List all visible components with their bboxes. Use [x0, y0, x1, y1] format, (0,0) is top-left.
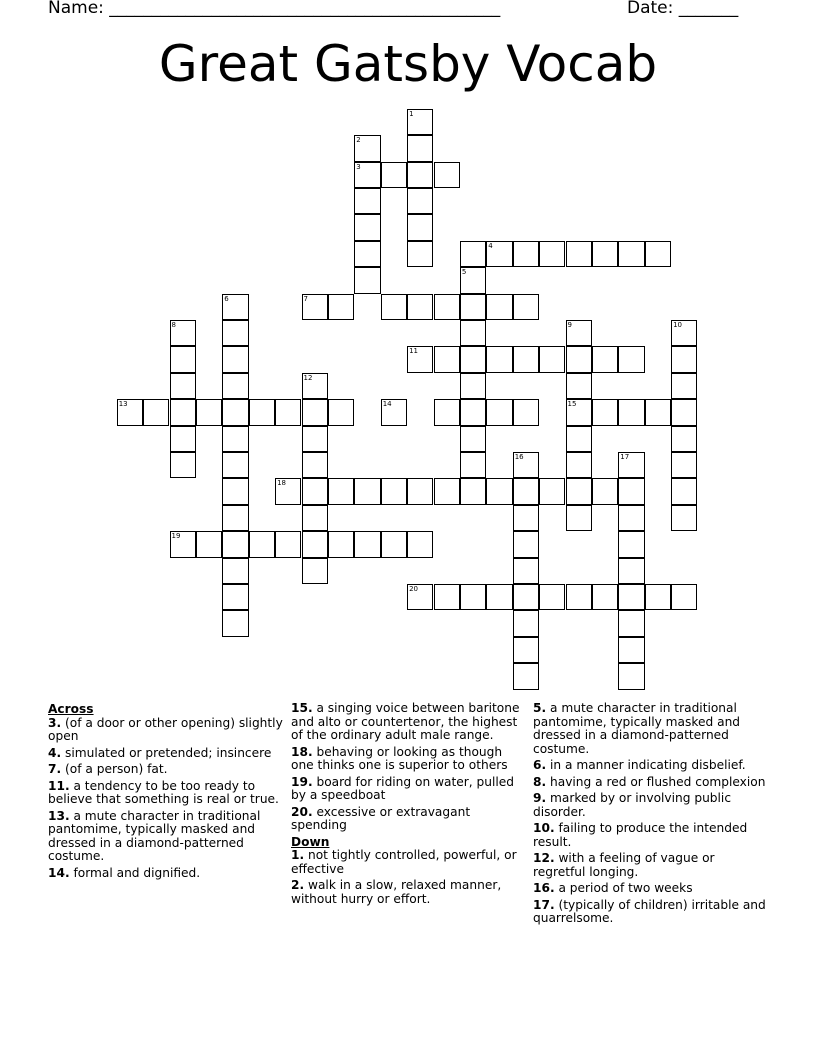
grid-cell[interactable]: [170, 452, 196, 478]
grid-cell[interactable]: [539, 584, 565, 610]
clue-item-text: marked by or involving public disorder.: [533, 791, 732, 819]
grid-cell[interactable]: [222, 346, 248, 372]
grid-cell[interactable]: [407, 531, 433, 557]
clue-number: 2: [356, 136, 361, 145]
clue-item-text: board for riding on water, pulled by a speedboat: [291, 774, 515, 802]
grid-cell[interactable]: [513, 637, 539, 663]
grid-cell[interactable]: [566, 478, 592, 504]
clue-item: [48, 763, 284, 777]
grid-cell[interactable]: [222, 584, 248, 610]
grid-cell[interactable]: [222, 505, 248, 531]
grid-cell[interactable]: [513, 399, 539, 425]
grid-cell[interactable]: [222, 320, 248, 346]
grid-cell[interactable]: [566, 241, 592, 267]
clue-item: [48, 747, 284, 761]
grid-cell[interactable]: [460, 373, 486, 399]
clue-item-number: 6.: [533, 758, 547, 772]
grid-cell[interactable]: [513, 663, 539, 689]
clue-number: 9: [567, 321, 572, 329]
grid-cell[interactable]: [302, 399, 328, 425]
grid-cell[interactable]: [592, 399, 618, 425]
grid-cell[interactable]: [592, 584, 618, 610]
date-label: Date:: [627, 0, 674, 18]
clue-item-text: excessive or extravagant spending: [291, 804, 471, 832]
grid-cell[interactable]: [460, 452, 486, 478]
grid-cell[interactable]: [222, 558, 248, 584]
grid-cell[interactable]: [618, 346, 644, 372]
grid-cell[interactable]: [460, 478, 486, 504]
clue-number: 7: [303, 294, 308, 303]
grid-cell[interactable]: [407, 188, 433, 214]
grid-cell[interactable]: [539, 241, 565, 267]
grid-cell[interactable]: [618, 663, 644, 689]
grid-cell[interactable]: [249, 531, 275, 557]
clue-item-number: 10.: [533, 821, 555, 835]
grid-cell[interactable]: [170, 346, 196, 372]
clue-item-number: 11.: [48, 778, 70, 793]
clue-item-number: 20.: [291, 804, 313, 819]
grid-cell[interactable]: [434, 346, 460, 372]
grid-cell[interactable]: [645, 584, 671, 610]
clue-number: 8: [171, 321, 176, 329]
across-clue-list: [48, 717, 284, 881]
grid-cell[interactable]: [618, 584, 644, 610]
grid-cell[interactable]: [618, 531, 644, 557]
clue-item: [533, 792, 769, 819]
clue-number: 20: [409, 585, 419, 593]
clue-item: [533, 899, 769, 926]
across-heading: Across: [48, 702, 94, 716]
clue-item-number: 7.: [48, 762, 62, 776]
grid-cell[interactable]: [407, 478, 433, 504]
grid-cell[interactable]: [302, 478, 328, 504]
clue-item-text: a mute character in traditional pantomime, typically masked and dressed in a diamond-patterned costume.: [533, 701, 741, 756]
grid-cell[interactable]: [434, 162, 460, 188]
clue-item: [533, 702, 769, 756]
clue-item: [48, 780, 284, 807]
grid-cell[interactable]: [302, 531, 328, 557]
clue-item-text: failing to produce the intended result.: [533, 821, 748, 849]
grid-cell[interactable]: [222, 426, 248, 452]
clue-number: 18: [277, 479, 287, 488]
clue-item-number: 19.: [291, 774, 313, 789]
clue-item: [533, 882, 769, 896]
grid-cell[interactable]: [486, 346, 512, 372]
grid-cell[interactable]: [618, 241, 644, 267]
clue-number: 1: [409, 109, 414, 118]
grid-cell[interactable]: [407, 162, 433, 188]
date-blank: _______: [678, 0, 739, 18]
grid-cell[interactable]: [328, 478, 354, 504]
grid-cell[interactable]: [328, 294, 354, 320]
clue-item: [48, 867, 284, 881]
grid-cell[interactable]: [222, 610, 248, 636]
clue-item-text: (of a door or other opening) slightly open: [48, 715, 283, 743]
clue-item-text: simulated or pretended; insincere: [61, 745, 272, 760]
clue-number: 10: [673, 321, 683, 329]
grid-cell[interactable]: [513, 241, 539, 267]
grid-cell[interactable]: [618, 478, 644, 504]
grid-cell[interactable]: [460, 399, 486, 425]
grid-cell[interactable]: [671, 584, 697, 610]
grid-cell[interactable]: [645, 241, 671, 267]
clue-item-text: a singing voice between baritone and alto or countertenor, the highest of the ordinary adult male range.: [291, 701, 520, 742]
grid-cell[interactable]: [513, 531, 539, 557]
grid-cell[interactable]: [645, 399, 671, 425]
page-title: Great Gatsby Vocab: [158, 35, 658, 93]
grid-cell[interactable]: [618, 610, 644, 636]
grid-cell[interactable]: [566, 452, 592, 478]
grid-cell[interactable]: [486, 399, 512, 425]
grid-cell[interactable]: [407, 294, 433, 320]
clue-item: [48, 717, 284, 744]
grid-cell[interactable]: [222, 531, 248, 557]
grid-cell[interactable]: [302, 505, 328, 531]
clue-item-number: 9.: [533, 791, 547, 805]
grid-cell[interactable]: [460, 584, 486, 610]
down-clue-list-continued: [533, 702, 769, 926]
grid-cell[interactable]: [275, 531, 301, 557]
clue-item-text: formal and dignified.: [69, 865, 201, 880]
clue-item-number: 16.: [533, 881, 555, 895]
clue-number: 19: [171, 532, 181, 541]
grid-cell[interactable]: [539, 346, 565, 372]
clues-column-1: [48, 702, 284, 883]
clue-number: 16: [514, 453, 524, 461]
clue-item-text: (of a person) fat.: [61, 762, 168, 776]
grid-cell[interactable]: [486, 584, 512, 610]
grid-cell[interactable]: [671, 346, 697, 372]
clue-number: 17: [620, 453, 630, 461]
grid-cell[interactable]: [407, 135, 433, 161]
clue-item: [291, 849, 527, 876]
grid-cell[interactable]: [170, 373, 196, 399]
clue-number: 6: [224, 294, 229, 303]
clue-number: 3: [356, 162, 361, 171]
clue-item-text: having a red or flushed complexion: [546, 774, 766, 789]
clue-number: 11: [409, 347, 419, 356]
clue-item-number: 8.: [533, 774, 547, 789]
grid-cell[interactable]: [618, 558, 644, 584]
grid-cell[interactable]: [434, 478, 460, 504]
grid-cell[interactable]: [222, 399, 248, 425]
grid-cell[interactable]: [381, 294, 407, 320]
clue-item: [291, 776, 527, 803]
grid-cell[interactable]: [592, 478, 618, 504]
grid-cell[interactable]: [222, 478, 248, 504]
grid-cell[interactable]: [671, 452, 697, 478]
grid-cell[interactable]: [566, 373, 592, 399]
grid-cell[interactable]: [671, 373, 697, 399]
grid-cell[interactable]: [486, 478, 512, 504]
grid-cell[interactable]: [354, 241, 380, 267]
grid-cell[interactable]: [328, 399, 354, 425]
clue-item-text: walk in a slow, relaxed manner, without hurry or effort.: [291, 878, 502, 906]
grid-cell[interactable]: [328, 531, 354, 557]
grid-cell[interactable]: [460, 346, 486, 372]
grid-cell[interactable]: [592, 346, 618, 372]
grid-cell[interactable]: [460, 294, 486, 320]
clue-item-number: 3.: [48, 715, 62, 730]
clue-item: [291, 806, 527, 833]
grid-cell[interactable]: [671, 426, 697, 452]
clue-item-text: with a feeling of vague or regretful longing.: [533, 851, 715, 879]
grid-cell[interactable]: [354, 267, 380, 293]
down-clue-list: [291, 849, 527, 906]
grid-cell[interactable]: [513, 478, 539, 504]
grid-cell[interactable]: [354, 531, 380, 557]
grid-cell[interactable]: [513, 505, 539, 531]
clue-item-text: a tendency to be too ready to believe that something is real or true.: [48, 778, 279, 806]
grid-cell[interactable]: [618, 637, 644, 663]
grid-cell[interactable]: [222, 373, 248, 399]
grid-cell[interactable]: [513, 584, 539, 610]
grid-cell[interactable]: [513, 294, 539, 320]
clues-column-3: [533, 702, 769, 929]
clue-item-number: 4.: [48, 745, 62, 760]
clue-number: 4: [488, 241, 493, 250]
clue-item: [291, 746, 527, 773]
clue-item-number: 1.: [291, 848, 305, 862]
grid-cell[interactable]: [381, 162, 407, 188]
grid-cell[interactable]: [302, 426, 328, 452]
clue-item-number: 12.: [533, 851, 555, 865]
across-clue-list-continued: [291, 702, 527, 833]
grid-cell[interactable]: [539, 478, 565, 504]
grid-cell[interactable]: [460, 426, 486, 452]
name-blank: ______________________________________________: [109, 0, 501, 18]
grid-cell[interactable]: [566, 505, 592, 531]
grid-cell[interactable]: [566, 346, 592, 372]
grid-cell[interactable]: [566, 426, 592, 452]
grid-cell[interactable]: [460, 320, 486, 346]
clues-column-2: [291, 702, 527, 909]
grid-cell[interactable]: [513, 346, 539, 372]
grid-cell[interactable]: [671, 505, 697, 531]
grid-cell[interactable]: [513, 558, 539, 584]
grid-cell[interactable]: [407, 241, 433, 267]
grid-cell[interactable]: [434, 294, 460, 320]
grid-cell[interactable]: [618, 505, 644, 531]
clue-item: [533, 759, 769, 773]
clue-item-text: (typically of children) irritable and quarrelsome.: [533, 897, 766, 925]
clue-item-number: 14.: [48, 865, 70, 880]
clue-number: 13: [118, 400, 128, 409]
grid-cell[interactable]: [486, 294, 512, 320]
clue-item-text: a mute character in traditional pantomime, typically masked and dressed in a diamond-patterned costume.: [48, 808, 261, 863]
grid-cell[interactable]: [592, 241, 618, 267]
clue-item: [533, 776, 769, 790]
grid-cell[interactable]: [222, 452, 248, 478]
grid-cell[interactable]: [566, 584, 592, 610]
grid-cell[interactable]: [275, 399, 301, 425]
clue-item: [48, 810, 284, 864]
clue-number: 15: [567, 400, 577, 409]
grid-cell[interactable]: [618, 399, 644, 425]
clue-item-text: a period of two weeks: [554, 881, 693, 895]
clue-number: 12: [303, 373, 313, 382]
name-label: Name:: [48, 0, 104, 18]
grid-cell[interactable]: [354, 188, 380, 214]
grid-cell[interactable]: [302, 452, 328, 478]
grid-cell[interactable]: [354, 214, 380, 240]
grid-cell[interactable]: [354, 478, 380, 504]
grid-cell[interactable]: [302, 558, 328, 584]
clue-item-number: 18.: [291, 744, 313, 759]
clue-item-number: 15.: [291, 701, 313, 715]
grid-cell[interactable]: [434, 584, 460, 610]
grid-cell[interactable]: [249, 399, 275, 425]
grid-cell[interactable]: [196, 531, 222, 557]
grid-cell[interactable]: [671, 478, 697, 504]
clue-item: [291, 702, 527, 743]
clue-item-number: 13.: [48, 808, 70, 823]
down-heading: Down: [291, 834, 330, 849]
clue-number: 5: [461, 268, 467, 277]
grid-cell[interactable]: [170, 399, 196, 425]
clue-item-number: 17.: [533, 897, 555, 912]
grid-cell[interactable]: [460, 241, 486, 267]
grid-cell[interactable]: [407, 214, 433, 240]
clue-item-text: in a manner indicating disbelief.: [546, 758, 746, 772]
clue-number: 14: [382, 400, 392, 409]
grid-cell[interactable]: [170, 426, 196, 452]
grid-cell[interactable]: [671, 399, 697, 425]
clue-item-text: behaving or looking as though one thinks one is superior to others: [291, 744, 508, 772]
grid-cell[interactable]: [513, 610, 539, 636]
clue-item-number: 5.: [533, 701, 547, 715]
clue-item-number: 2.: [291, 878, 305, 892]
grid-cell[interactable]: [381, 478, 407, 504]
grid-cell[interactable]: [196, 399, 222, 425]
clue-item: [291, 879, 527, 906]
clue-item: [533, 822, 769, 849]
grid-cell[interactable]: [434, 399, 460, 425]
grid-cell[interactable]: [381, 531, 407, 557]
clue-item-text: not tightly controlled, powerful, or effective: [291, 848, 517, 876]
grid-cell[interactable]: [143, 399, 169, 425]
clue-item: [533, 852, 769, 879]
